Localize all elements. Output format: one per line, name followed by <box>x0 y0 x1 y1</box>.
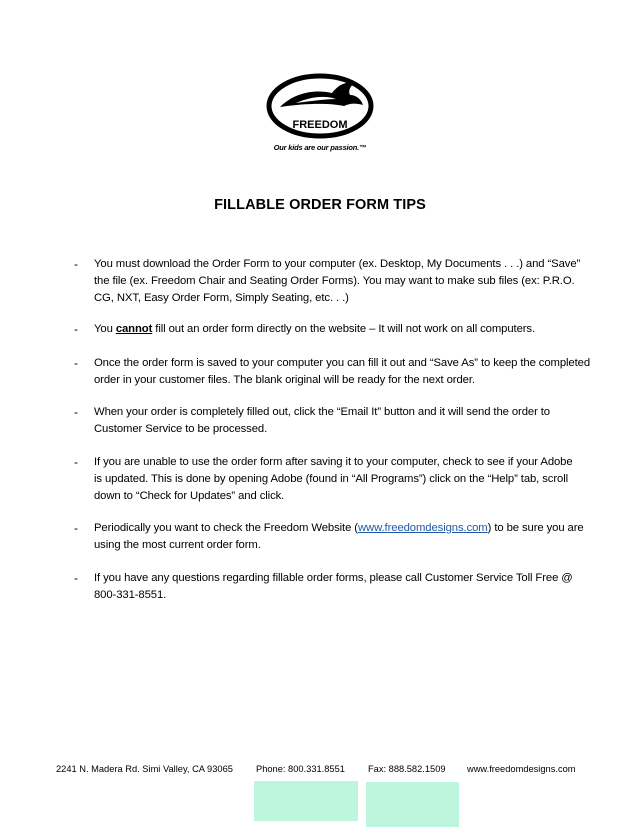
tip-text-after: ) to be sure you are using the most current order form. <box>94 522 584 551</box>
highlight-box-left[interactable] <box>254 781 358 821</box>
freedom-logo <box>266 73 374 155</box>
logo-wordmark: FREEDOM <box>292 119 348 131</box>
tip-text: Once the order form is saved to your computer you can fill it out and “Save As” to keep the completed order in your customer files. The blank original will be ready for the next order. <box>94 357 591 386</box>
tip-text: If you have any questions regarding fillable order forms, please call Customer Service Toll Free @ 800-331-8551. <box>94 572 573 601</box>
footer-website: www.freedomdesigns.com <box>467 764 576 774</box>
tip-text-before: You <box>94 323 116 335</box>
tip-text: If you are unable to use the order form after saving it to your computer, check to see if your Adobe is updated. This is done by opening Adobe (found in “All Programs”) click on the “Help” tab, scroll down to “Check for Updates” and click. <box>94 456 573 502</box>
tip-bullet: - <box>74 322 78 336</box>
freedom-logo-emblem <box>266 73 374 141</box>
page-title: FILLABLE ORDER FORM TIPS <box>214 197 426 213</box>
tip-text <box>94 520 594 554</box>
tip-bullet: - <box>74 356 78 370</box>
footer-address: 2241 N. Madera Rd. Simi Valley, CA 93065 <box>56 764 233 774</box>
website-link[interactable]: www.freedomdesigns.com <box>357 522 488 534</box>
tip-bullet: - <box>74 257 78 271</box>
tip-text-before: Periodically you want to check the Freedom Website ( <box>94 522 358 534</box>
tip-bullet: - <box>74 521 78 535</box>
highlight-box-right[interactable] <box>366 782 459 827</box>
tip-bullet: - <box>74 405 78 419</box>
tip-emphasis-cannot: cannot <box>115 323 153 335</box>
tip-text-after: fill out an order form directly on the website – It will not work on all computers. <box>152 323 536 335</box>
tip-text: You must download the Order Form to your computer (ex. Desktop, My Documents . . .) and “Save” the file (ex. Freedom Chair and Seating Order Forms). You may want to make sub files (ex: P.R.O. CG, NXT, Easy Order Form, Simply Seating, etc. . .) <box>94 258 581 304</box>
logo-tagline: Our kids are our passion.™ <box>273 143 367 152</box>
footer-fax: Fax: 888.582.1509 <box>368 764 446 774</box>
footer-phone: Phone: 800.331.8551 <box>256 764 345 774</box>
tip-bullet: - <box>74 455 78 469</box>
tip-text: When your order is completely filled out, click the “Email It” button and it will send the order to Customer Service to be processed. <box>94 406 550 435</box>
tip-text <box>94 321 594 338</box>
tip-bullet: - <box>74 571 78 585</box>
